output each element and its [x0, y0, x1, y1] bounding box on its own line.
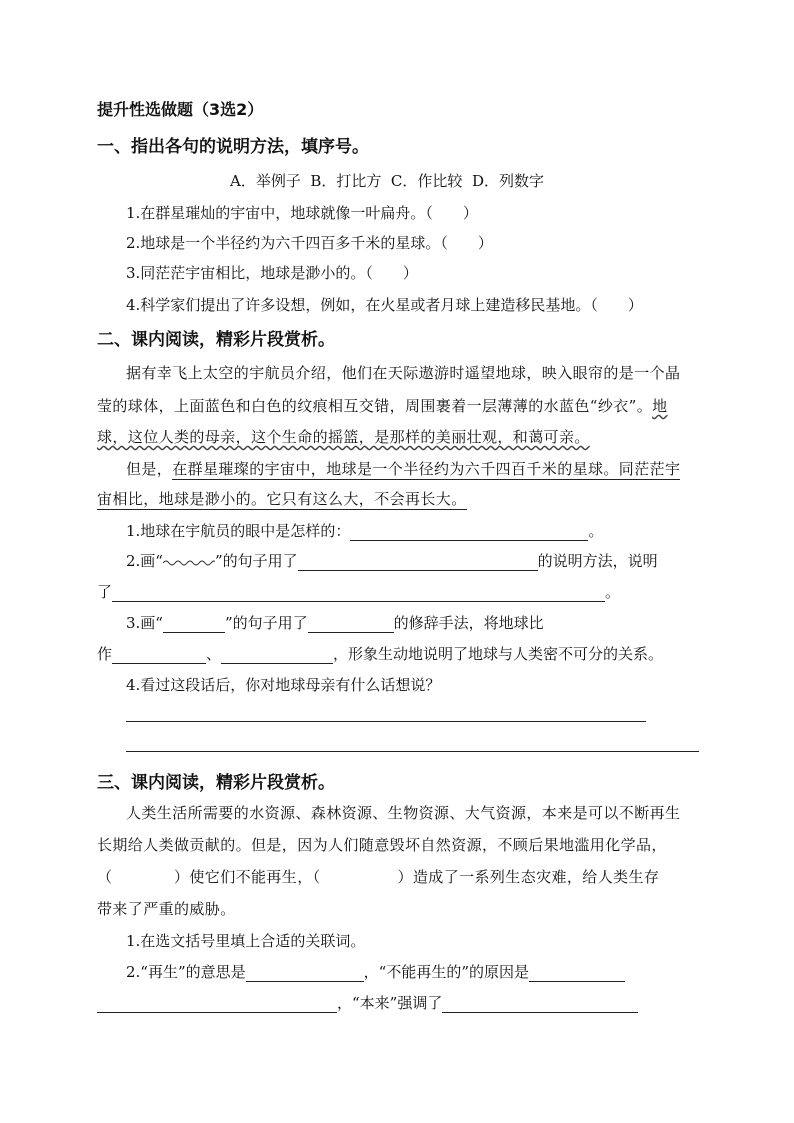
- question-text: 、: [206, 645, 222, 663]
- section1-heading: 一、指出各句的说明方法，填序号。: [97, 137, 369, 157]
- answer-blank[interactable]: [298, 554, 538, 571]
- question-2-line2: [97, 581, 620, 602]
- answer-blank[interactable]: [350, 524, 588, 541]
- question-text: ，“不能再生的”的原因是: [363, 963, 529, 981]
- underlined-text: 在群星璀璨的宇宙中，地球是一个半径约为六千四百千米的星球。同茫茫宇: [172, 460, 681, 478]
- answer-blank[interactable]: [112, 647, 206, 664]
- passage-line: 长期给人类做贡献的。但是，因为人们随意毁坏自然资源，不顾后果地滥用化学品，: [97, 836, 667, 854]
- question-text: 的修辞手法，将地球比: [393, 614, 544, 632]
- section3-question-2-line2: [97, 992, 638, 1013]
- question-text: 。: [605, 583, 621, 601]
- question-2: [126, 550, 658, 571]
- page-title: 提升性选做题（3选2）: [97, 100, 264, 119]
- question-3: [126, 612, 544, 633]
- question-text: 了: [97, 583, 113, 601]
- question-1: [126, 520, 603, 541]
- answer-blank[interactable]: [529, 965, 625, 982]
- passage-line: [97, 488, 467, 509]
- question-3-line2: [97, 643, 663, 664]
- question-text: ”的句子用了: [214, 552, 298, 570]
- question-item: 3.同茫茫宇宙相比，地球是渺小的。（ ）: [126, 264, 418, 282]
- section3-question-2: [126, 961, 625, 982]
- wavy-underlined-text: 球，这位人类的母亲，这个生命的摇篮，是那样的美丽壮观，和蔼可亲。: [97, 428, 590, 446]
- answer-blank[interactable]: [246, 965, 364, 982]
- passage-text: 但是，: [126, 460, 173, 478]
- question-text: 1.地球在宇航员的眼中是怎样的：: [126, 522, 351, 540]
- passage-line: 人类生活所需要的水资源、森林资源、生物资源、大气资源，本来是可以不断再生: [126, 804, 681, 822]
- passage-line: 据有幸飞上太空的宇航员介绍，他们在天际遨游时遥望地球，映入眼帘的是一个晶: [126, 364, 681, 382]
- answer-blank[interactable]: [442, 996, 638, 1013]
- passage-line: [126, 458, 680, 479]
- underlined-text: 宙相比，地球是渺小的。它只有这么大，不会再长大。: [97, 490, 467, 508]
- answer-blank[interactable]: [97, 996, 337, 1013]
- question-text: 2.“再生”的意思是: [126, 963, 246, 981]
- answer-line[interactable]: [126, 721, 646, 722]
- question-text: ，“本来”强调了: [337, 994, 443, 1012]
- question-text: 的说明方法，说明: [537, 552, 658, 570]
- passage-line: 带来了严重的威胁。: [97, 900, 236, 918]
- question-text: 作: [97, 645, 113, 663]
- answer-line[interactable]: [126, 751, 699, 752]
- question-text: ”的句子用了: [224, 614, 308, 632]
- passage-line: （ ）使它们不能再生，（ ）造成了一系列生态灾难，给人类生存: [97, 868, 660, 886]
- question-text: 。: [588, 522, 604, 540]
- passage-line: [97, 395, 668, 416]
- section3-question-1: 1.在选文括号里填上合适的关联词。: [126, 932, 366, 950]
- straight-line-mark: [163, 621, 225, 633]
- question-text: 2.画“: [126, 552, 163, 570]
- question-item: 1.在群星璀灿的宇宙中，地球就像一叶扁舟。（ ）: [126, 204, 478, 222]
- passage-line: [97, 426, 590, 447]
- section3-heading: 三、课内阅读，精彩片段赏析。: [97, 773, 335, 793]
- question-text: 3.画“: [126, 614, 163, 632]
- wavy-line-mark: [163, 557, 215, 567]
- wavy-underlined-text: 地: [652, 397, 668, 415]
- question-4: 4.看过这段话后，你对地球母亲有什么话想说？: [126, 676, 441, 694]
- passage-text: 莹的球体，上面蓝色和白色的纹痕相互交错，周围裹着一层薄薄的水蓝色“纱衣”。: [97, 397, 653, 415]
- answer-blank[interactable]: [112, 585, 605, 602]
- question-item: 4.科学家们提出了许多设想，例如，在火星或者月球上建造移民基地。（ ）: [126, 296, 643, 314]
- answer-blank[interactable]: [308, 616, 394, 633]
- question-item: 2.地球是一个半径约为六千四百多千米的星球。（ ）: [126, 234, 493, 252]
- section2-heading: 二、课内阅读，精彩片段赏析。: [97, 330, 335, 350]
- question-text: ，形象生动地说明了地球与人类密不可分的关系。: [333, 645, 664, 663]
- answer-blank[interactable]: [221, 647, 333, 664]
- option-list: A．举例子 B．打比方 C．作比较 D．列数字: [230, 172, 544, 190]
